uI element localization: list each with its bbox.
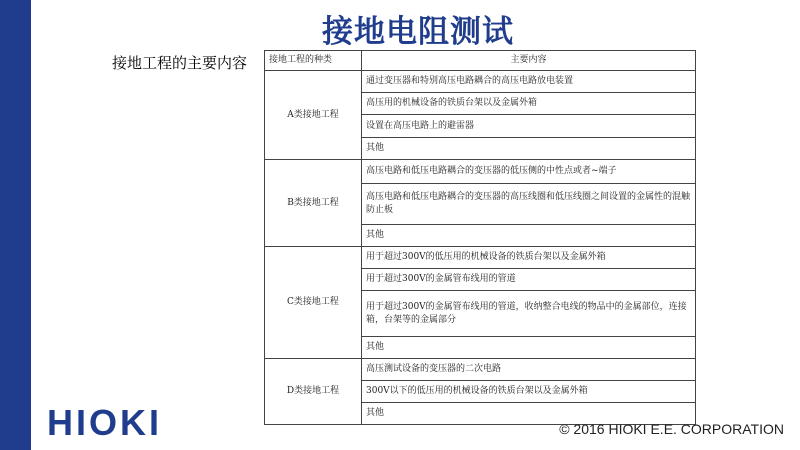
table-cell: 高压电路和低压电路耦合的变压器的高压线圈和低压线圈之间设置的金属性的混触防止板: [362, 184, 696, 225]
table-cell: 其他: [362, 225, 696, 247]
table-cell: 其他: [362, 138, 696, 160]
copyright-text: © 2016 HIOKI E.E. CORPORATION: [559, 421, 784, 437]
table-row: [265, 247, 696, 269]
table-cell: 设置在高压电路上的避雷器: [362, 115, 696, 138]
table-cell: 用于超过300V的低压用的机械设备的铁质台架以及金属外箱: [362, 247, 696, 269]
left-accent-bar: [0, 0, 31, 450]
hioki-logo: HIOKI: [47, 402, 163, 443]
table-cell: 用于超过300V的金属管布线用的管道: [362, 269, 696, 291]
type-cell-d: D类接地工程: [265, 359, 362, 425]
header-content: 主要内容: [362, 51, 696, 71]
table-cell: 其他: [362, 337, 696, 359]
table-row: [265, 359, 696, 381]
table-cell: 通过变压器和特别高压电路耦合的高压电路放电装置: [362, 71, 696, 93]
table-cell: 用于超过300V的金属管布线用的管道，收纳整合电线的物品中的金属部位，连接箱，台架等的金属部分: [362, 291, 696, 337]
table-cell: 高压用的机械设备的铁质台架以及金属外箱: [362, 93, 696, 115]
type-cell-a: A类接地工程: [265, 71, 362, 160]
table-row: [265, 160, 696, 184]
table-header-row: [265, 51, 696, 71]
page-subtitle: 接地工程的主要内容: [112, 54, 248, 72]
header-type: 接地工程的种类: [265, 51, 362, 71]
grounding-work-table: [264, 50, 696, 425]
table-cell: 高压测试设备的变压器的二次电路: [362, 359, 696, 381]
page-title: 接地电阻测试: [322, 14, 514, 50]
table-cell: 300V以下的低压用的机械设备的铁质台架以及金属外箱: [362, 381, 696, 403]
table-cell: 其他: [362, 403, 696, 425]
table-row: [265, 71, 696, 93]
table-cell: 高压电路和低压电路耦合的变压器的低压侧的中性点或者~端子: [362, 160, 696, 184]
type-cell-c: C类接地工程: [265, 247, 362, 359]
type-cell-b: B类接地工程: [265, 160, 362, 247]
